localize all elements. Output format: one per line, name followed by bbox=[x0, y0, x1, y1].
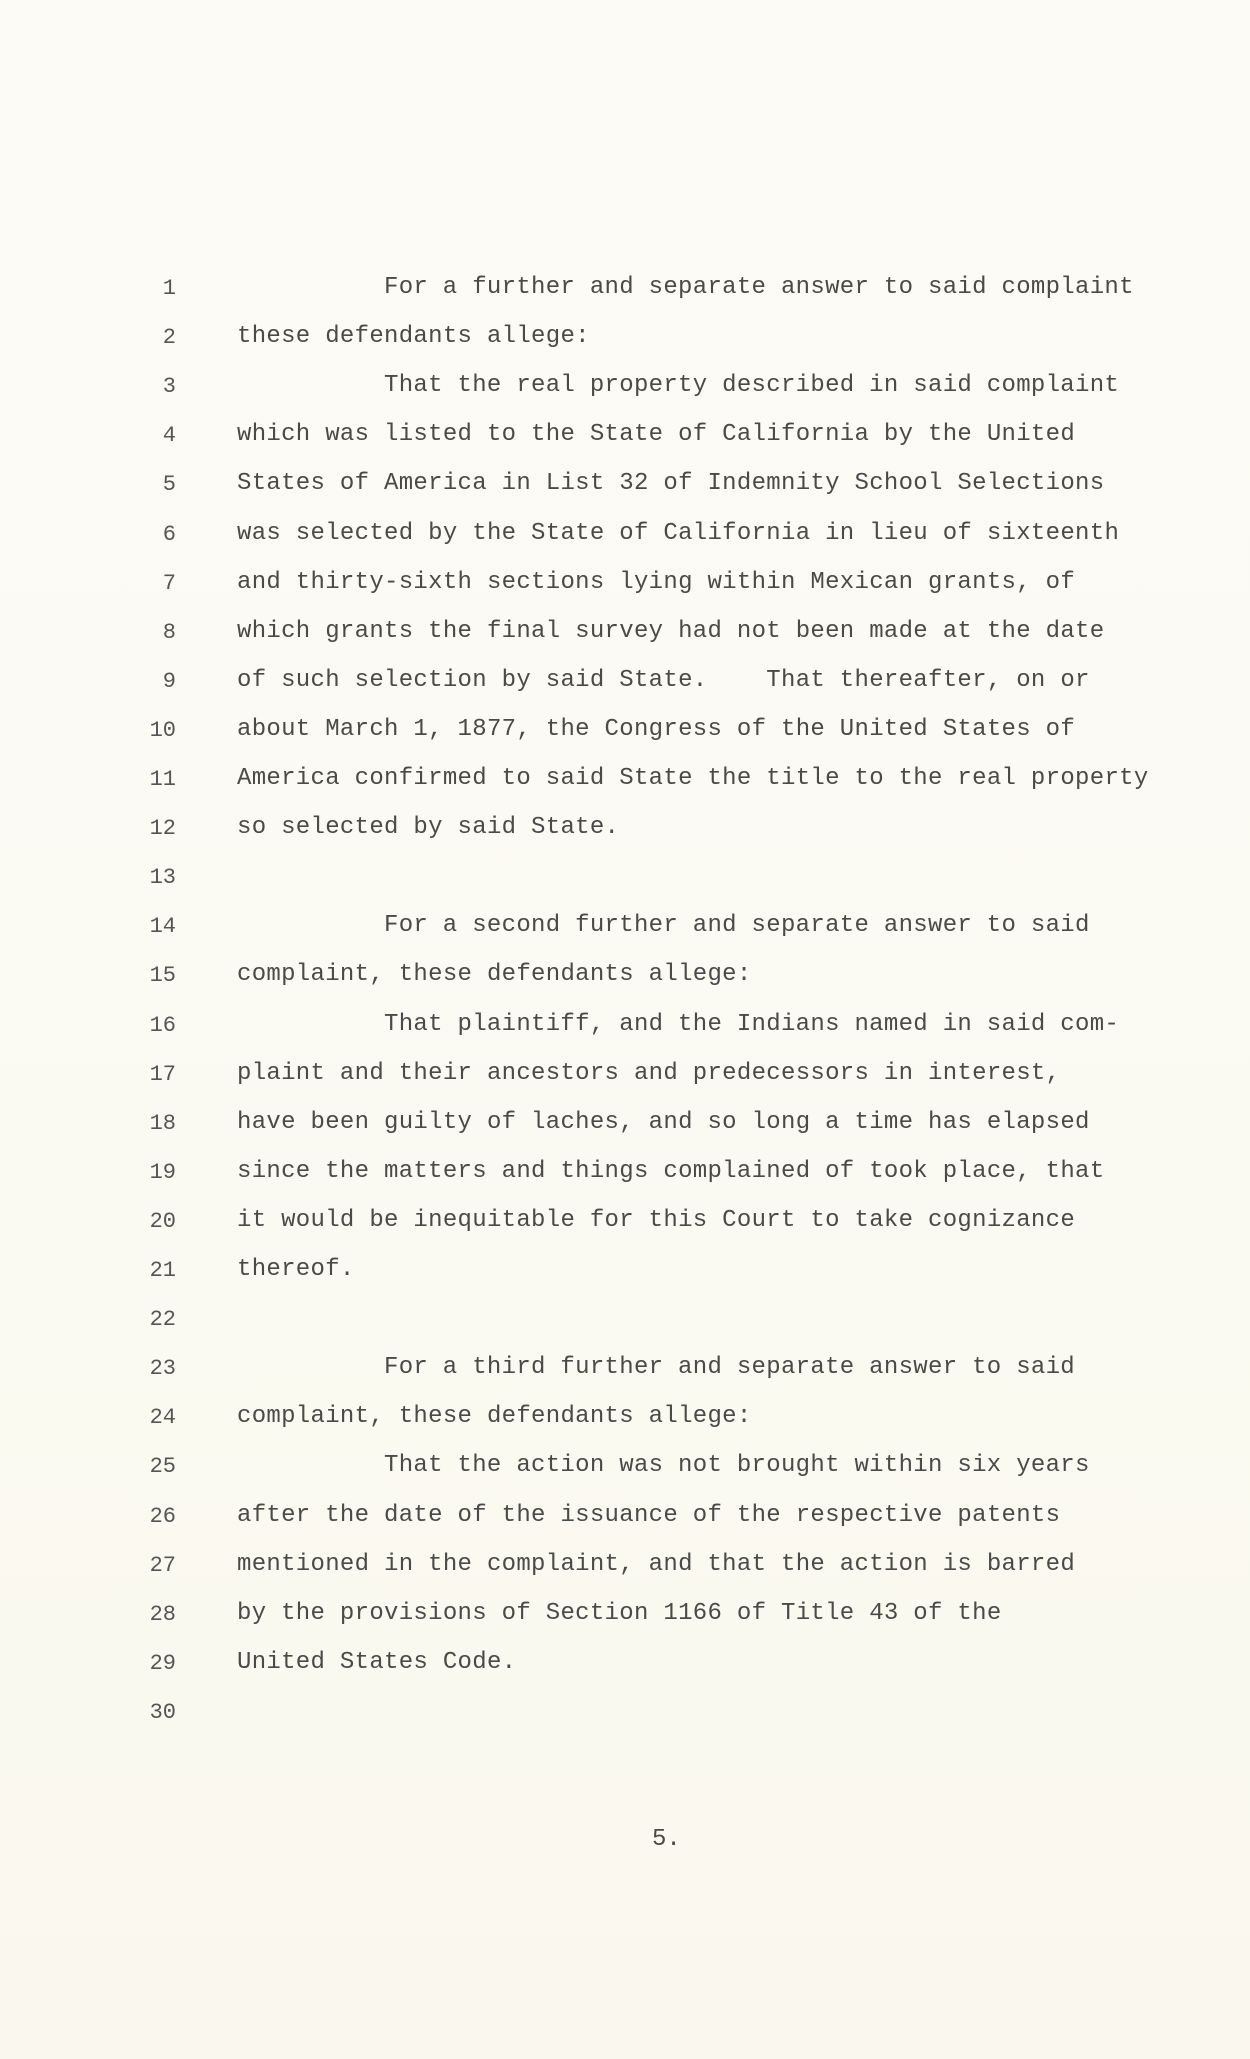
line-number: 4 bbox=[162, 423, 176, 449]
page-number: 5. bbox=[652, 1826, 681, 1853]
line-number: 22 bbox=[149, 1307, 176, 1333]
line-number: 30 bbox=[149, 1699, 176, 1725]
text-line: For a further and separate answer to said complaint bbox=[384, 274, 1134, 301]
text-line: which was listed to the State of California by the United bbox=[237, 421, 1076, 449]
line-number: 8 bbox=[162, 619, 176, 645]
line-number: 13 bbox=[149, 865, 176, 891]
line-number: 10 bbox=[149, 717, 176, 743]
text-line: by the provisions of Section 1166 of Title 43 of the bbox=[237, 1599, 1002, 1627]
text-line: so selected by said State. bbox=[237, 814, 620, 842]
text-line: after the date of the issuance of the respective patents bbox=[237, 1501, 1061, 1529]
text-line: For a third further and separate answer to said bbox=[384, 1354, 1076, 1382]
text-line: America confirmed to said State the title to the real property bbox=[237, 765, 1149, 792]
text-line: these defendants allege: bbox=[237, 323, 590, 351]
text-line: and thirty-sixth sections lying within Mexican grants, of bbox=[237, 568, 1076, 596]
text-line: mentioned in the complaint, and that the action is barred bbox=[237, 1550, 1076, 1578]
line-number: 24 bbox=[149, 1405, 176, 1431]
line-number: 3 bbox=[162, 374, 176, 400]
text-line: That the real property described in said complaint bbox=[384, 372, 1120, 400]
line-number: 29 bbox=[149, 1650, 176, 1676]
text-line: States of America in List 32 of Indemnity School Selections bbox=[237, 470, 1105, 498]
line-number: 6 bbox=[162, 521, 176, 547]
text-line: about March 1, 1877, the Congress of the United States of bbox=[237, 715, 1076, 743]
line-number: 16 bbox=[149, 1012, 176, 1038]
text-line: since the matters and things complained of took place, that bbox=[237, 1157, 1105, 1185]
text-line: That the action was not brought within six years bbox=[384, 1452, 1090, 1480]
line-number: 20 bbox=[149, 1208, 176, 1234]
line-number: 7 bbox=[162, 570, 176, 596]
line-number: 12 bbox=[149, 816, 176, 842]
line-number: 17 bbox=[149, 1061, 176, 1087]
line-number: 23 bbox=[149, 1356, 176, 1382]
line-number: 27 bbox=[149, 1552, 176, 1578]
text-line: complaint, these defendants allege: bbox=[237, 1403, 752, 1431]
line-number: 28 bbox=[149, 1601, 176, 1627]
line-number: 18 bbox=[149, 1110, 176, 1136]
text-line: For a second further and separate answer to said bbox=[384, 912, 1090, 940]
line-number: 15 bbox=[149, 963, 176, 989]
text-line: plaint and their ancestors and predecessors in interest, bbox=[237, 1059, 1061, 1087]
text-line: was selected by the State of California in lieu of sixteenth bbox=[237, 519, 1120, 547]
line-number: 5 bbox=[162, 472, 176, 498]
text-line: That plaintiff, and the Indians named in said com- bbox=[384, 1010, 1120, 1038]
line-number: 11 bbox=[149, 767, 176, 792]
line-number: 1 bbox=[162, 276, 176, 301]
line-number: 19 bbox=[149, 1159, 176, 1185]
text-line: which grants the final survey had not been made at the date bbox=[237, 617, 1105, 645]
text-line: of such selection by said State. That thereafter, on or bbox=[237, 666, 1090, 694]
text-line: thereof. bbox=[237, 1256, 355, 1283]
text-line: it would be inequitable for this Court to take cognizance bbox=[237, 1206, 1076, 1234]
line-number: 14 bbox=[149, 914, 176, 940]
text-line: have been guilty of laches, and so long a time has elapsed bbox=[237, 1108, 1090, 1136]
text-line: complaint, these defendants allege: bbox=[237, 961, 752, 989]
line-number: 26 bbox=[149, 1503, 176, 1529]
line-number: 9 bbox=[162, 668, 176, 694]
line-number: 21 bbox=[149, 1258, 176, 1283]
text-line: United States Code. bbox=[237, 1648, 517, 1676]
line-number: 25 bbox=[149, 1454, 176, 1480]
line-number: 2 bbox=[162, 325, 176, 351]
